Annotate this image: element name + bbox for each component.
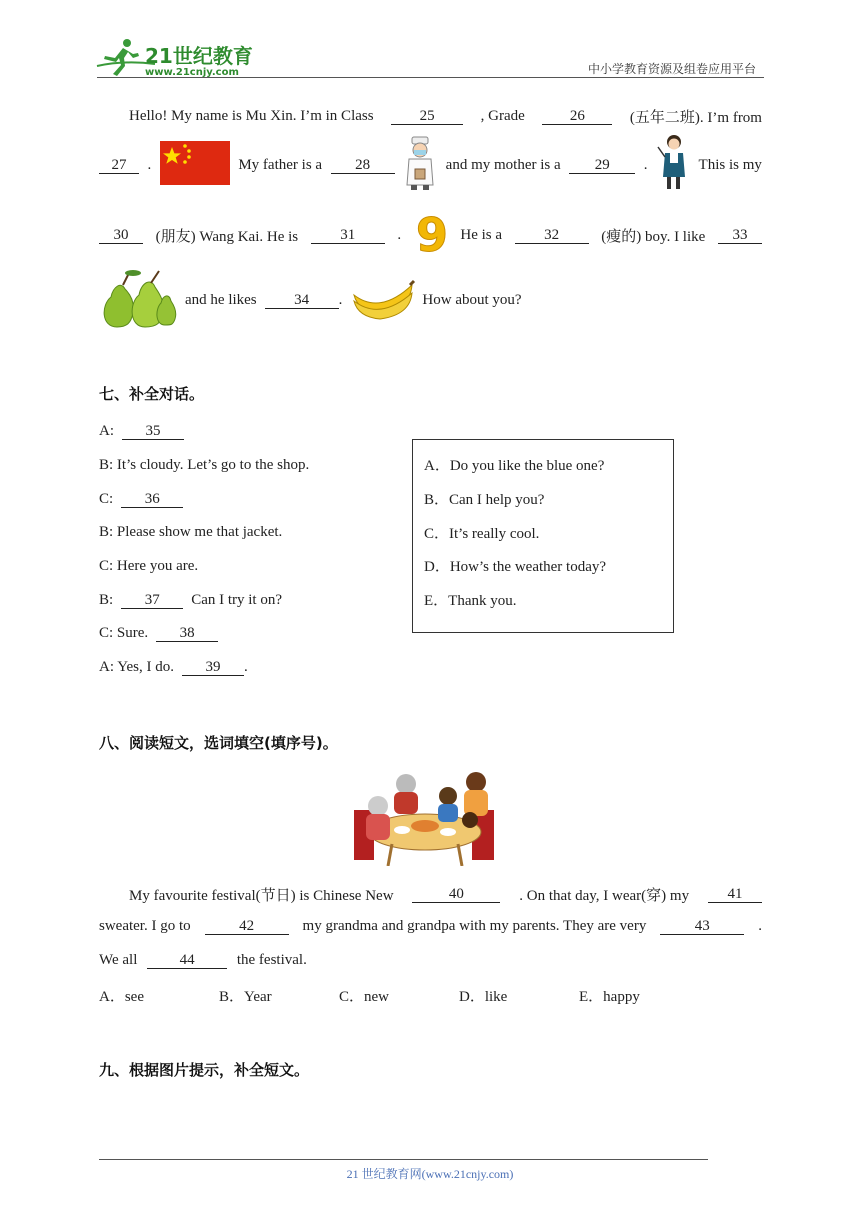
logo-sub-text: www.21cnjy.com xyxy=(145,67,239,78)
dialogue-text: A: Yes, I do. xyxy=(99,659,175,675)
blank-37[interactable]: 37 xyxy=(121,592,183,609)
blank-26[interactable]: 26 xyxy=(542,108,612,125)
dialogue-text: B: It’s cloudy. Let’s go to the shop. xyxy=(99,457,310,473)
word-option: A．see xyxy=(99,989,144,1005)
word-option: D．like xyxy=(459,989,508,1005)
dialogue-line xyxy=(99,558,198,575)
dialogue-text: A: xyxy=(99,423,114,439)
blank-35[interactable]: 35 xyxy=(122,423,184,440)
blank-44[interactable]: 44 xyxy=(147,952,227,969)
blank-43[interactable]: 43 xyxy=(660,918,744,935)
text: We all xyxy=(99,952,138,968)
dialogue-text: B: Please show me that jacket. xyxy=(99,524,283,540)
blank-29[interactable]: 29 xyxy=(569,157,635,174)
section8-title: 八、阅读短文，选词填空(填序号)。 xyxy=(99,734,338,752)
footer-divider xyxy=(99,1159,708,1160)
options-box xyxy=(412,439,674,633)
section7-title: 七、补全对话。 xyxy=(99,385,205,403)
passage1-line1 xyxy=(129,106,762,127)
text: He is a xyxy=(460,226,503,243)
blank-42[interactable]: 42 xyxy=(205,918,289,935)
dialogue-line xyxy=(99,491,183,508)
blank-32[interactable]: 32 xyxy=(515,227,589,244)
dialogue-line xyxy=(99,457,309,474)
passage1-line4 xyxy=(99,268,762,332)
blank-38[interactable]: 38 xyxy=(156,625,218,642)
passage1-line2 xyxy=(99,140,762,190)
dialogue-line xyxy=(99,423,184,440)
header-divider xyxy=(97,77,764,78)
dialogue-text: . xyxy=(244,659,248,675)
china-flag-icon xyxy=(160,141,230,190)
blank-28[interactable]: 28 xyxy=(331,157,395,174)
text: . On that day, I wear(穿) my xyxy=(519,888,690,904)
section9-title: 九、根据图片提示，补全短文。 xyxy=(99,1061,310,1079)
blank-27[interactable]: 27 xyxy=(99,157,139,174)
text: . xyxy=(758,918,762,934)
dialogue-text: C: xyxy=(99,491,114,507)
blank-40[interactable]: 40 xyxy=(412,886,500,903)
option-item: D．How’s the weather today? xyxy=(424,559,607,575)
dialogue-text: C: Sure. xyxy=(99,625,149,641)
text: , Grade xyxy=(480,108,525,124)
blank-41[interactable]: 41 xyxy=(708,886,762,903)
text: My father is a xyxy=(238,156,323,173)
dialogue-text: B: xyxy=(99,592,114,608)
option-item: A．Do you like the blue one? xyxy=(424,458,605,474)
blank-34[interactable]: 34 xyxy=(265,292,339,309)
footer-link[interactable]: 21 世纪教育网(www.21cnjy.com) xyxy=(346,1167,514,1181)
option-item: C．It’s really cool. xyxy=(424,526,540,542)
passage1-line3 xyxy=(99,210,762,260)
family-dinner-illustration xyxy=(352,770,498,871)
text: and my mother is a xyxy=(445,156,561,173)
text: How about you? xyxy=(422,291,522,308)
dialogue-line xyxy=(99,625,218,642)
dialogue-text: Can I try it on? xyxy=(191,592,283,608)
blank-30[interactable]: 30 xyxy=(99,227,143,244)
blank-33[interactable]: 33 xyxy=(718,227,762,244)
word-option: B．Year xyxy=(219,989,272,1005)
blank-36[interactable]: 36 xyxy=(121,491,183,508)
dialogue-line xyxy=(99,524,282,541)
dialogue-text: C: Here you are. xyxy=(99,558,199,574)
logo-main-text: 21世纪教育 xyxy=(145,44,253,68)
teacher-icon xyxy=(656,133,690,198)
svg-text:9: 9 xyxy=(415,208,448,257)
blank-25[interactable]: 25 xyxy=(391,108,463,125)
bananas-icon xyxy=(350,275,416,326)
text: my grandma and grandpa with my parents. They are very xyxy=(302,918,647,934)
text: Hello! My name is Mu Xin. I’m in Class xyxy=(129,108,374,124)
option-item: B．Can I help you? xyxy=(424,492,545,508)
text: and he likes xyxy=(185,291,257,308)
option-item: E．Thank you. xyxy=(424,593,517,609)
text: (瘦的) boy. I like xyxy=(601,228,706,245)
text: the festival. xyxy=(236,952,307,968)
number-nine-icon xyxy=(414,209,448,262)
doctor-icon xyxy=(403,135,437,196)
passage2-line3 xyxy=(99,952,762,969)
text: . xyxy=(397,226,402,243)
word-option: C．new xyxy=(339,989,389,1005)
platform-label: 中小学教育资源及组卷应用平台 xyxy=(587,62,756,76)
text: (五年二班). I’m from xyxy=(629,110,762,126)
text: My favourite festival(节日) is Chinese New xyxy=(129,888,394,904)
pears-icon xyxy=(99,267,177,334)
dialogue-line xyxy=(99,592,282,609)
site-logo xyxy=(95,38,260,78)
text: . xyxy=(147,156,152,173)
passage2-line1 xyxy=(129,884,762,905)
blank-31[interactable]: 31 xyxy=(311,227,385,244)
text: (朋友) Wang Kai. He is xyxy=(155,228,299,245)
text: sweater. I go to xyxy=(99,918,191,934)
dialogue-line xyxy=(99,659,248,676)
text: . xyxy=(338,291,343,308)
text: This is my xyxy=(698,156,762,173)
text: . xyxy=(643,156,648,173)
word-option: E．happy xyxy=(579,989,640,1005)
blank-39[interactable]: 39 xyxy=(182,659,244,676)
passage2-line2 xyxy=(99,918,762,935)
